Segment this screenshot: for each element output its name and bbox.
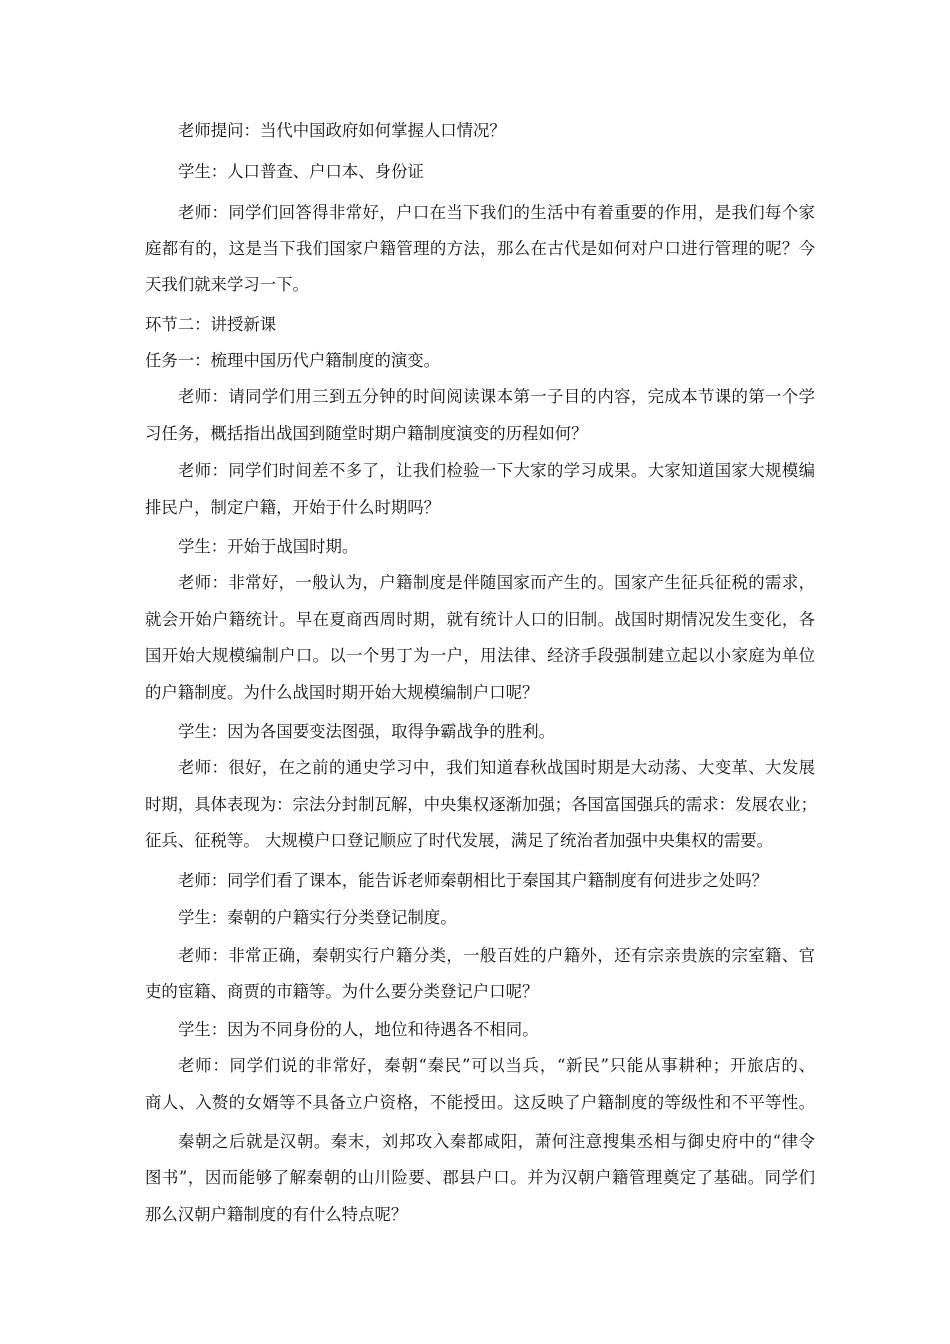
paragraph-line: 征兵、征税等。 大规模户口登记顺应了时代发展，满足了统治者加强中央集权的需要。 <box>145 831 774 850</box>
paragraph-line: 排民户，制定户籍，开始于什么时期吗？ <box>145 498 441 517</box>
paragraph-line: 商人、入赘的女婿等不具备立户资格，不能授田。这反映了户籍制度的等级性和不平等性。 <box>145 1093 815 1112</box>
paragraph-line: 学生：秦朝的户籍实行分类登记制度。 <box>178 908 457 927</box>
paragraph-line: 老师：很好，在之前的通史学习中，我们知道春秋战国时期是大动荡、大变革、大发展 <box>178 758 815 777</box>
paragraph-line: 吏的宦籍、商贾的市籍等。为什么要分类登记户口呢？ <box>145 982 539 1001</box>
paragraph-line: 老师：请同学们用三到五分钟的时间阅读课本第一子目的内容，完成本节课的第一个学 <box>178 387 815 406</box>
paragraph-line: 学生：因为各国要变法图强，取得争霸战争的胜利。 <box>178 722 555 741</box>
section-heading: 环节二：讲授新课 <box>145 315 277 334</box>
paragraph-line: 庭都有的，这是当下我们国家户籍管理的方法，那么在古代是如何对户口进行管理的呢？今 <box>145 239 815 258</box>
paragraph-line: 学生：开始于战国时期。 <box>178 537 359 556</box>
paragraph-line: 图书”，因而能够了解秦朝的山川险要、郡县户口。并为汉朝户籍管理奠定了基础。同学们 <box>145 1168 815 1187</box>
paragraph-line: 学生：人口普查、户口本、身份证 <box>178 162 424 181</box>
task-heading: 任务一：梳理中国历代户籍制度的演变。 <box>145 351 441 370</box>
paragraph-line: 的户籍制度。为什么战国时期开始大规模编制户口呢？ <box>145 683 539 702</box>
paragraph-line: 老师：非常正确，秦朝实行户籍分类，一般百姓的户籍外，还有宗亲贵族的宗室籍、官 <box>178 946 815 965</box>
paragraph-line: 老师：非常好，一般认为，户籍制度是伴随国家而产生的。国家产生征兵征税的需求， <box>178 573 815 592</box>
paragraph-line: 就会开始户籍统计。早在夏商西周时期，就有统计人口的旧制。战国时期情况发生变化，各 <box>145 610 815 629</box>
paragraph-line: 老师：同学们回答得非常好，户口在当下我们的生活中有着重要的作用，是我们每个家 <box>178 203 815 222</box>
paragraph-line: 老师：同学们时间差不多了，让我们检验一下大家的学习成果。大家知道国家大规模编 <box>178 461 815 480</box>
paragraph-line: 天我们就来学习一下。 <box>145 275 309 294</box>
paragraph-line: 老师提问：当代中国政府如何掌握人口情况？ <box>178 121 506 140</box>
paragraph-line: 老师：同学们看了课本，能告诉老师秦朝相比于秦国其户籍制度有何进步之处吗？ <box>178 871 769 890</box>
paragraph-line: 习任务，概括指出战国到随堂时期户籍制度演变的历程如何？ <box>145 424 588 443</box>
paragraph-line: 那么汉朝户籍制度的有什么特点呢？ <box>145 1205 408 1224</box>
paragraph-line: 老师：同学们说的非常好，秦朝“秦民”可以当兵，“新民”只能从事耕种；开旅店的、 <box>178 1056 815 1075</box>
paragraph-line: 时期，具体表现为：宗法分封制瓦解，中央集权逐渐加强；各国富国强兵的需求：发展农业； <box>145 795 818 814</box>
paragraph-line: 秦朝之后就是汉朝。秦末，刘邦攻入秦都咸阳，萧何注意搜集丞相与御史府中的“律令 <box>178 1132 815 1151</box>
paragraph-line: 国开始大规模编制户口。以一个男丁为一户，用法律、经济手段强制建立起以小家庭为单位 <box>145 646 815 665</box>
paragraph-line: 学生：因为不同身份的人，地位和待遇各不相同。 <box>178 1020 539 1039</box>
